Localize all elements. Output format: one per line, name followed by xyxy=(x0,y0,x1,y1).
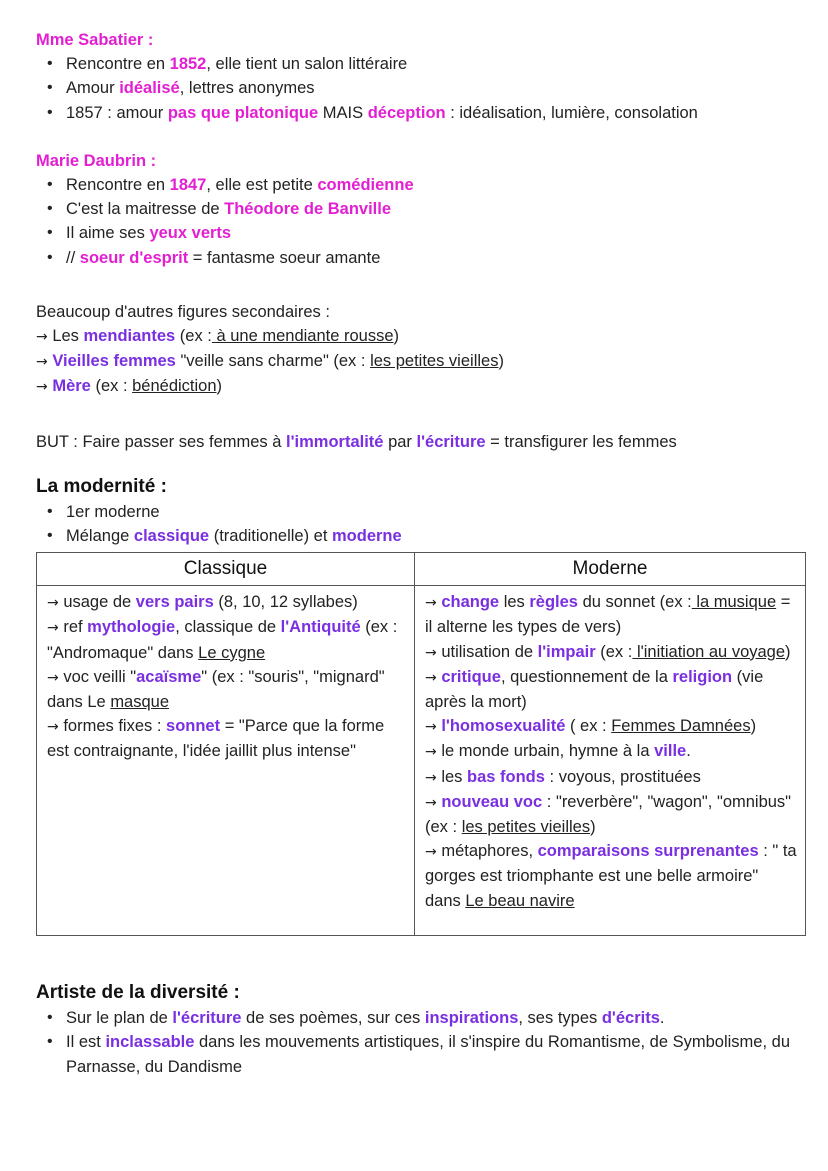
arrow-icon: → xyxy=(47,719,59,736)
list-item: • Sur le plan de l'écriture de ses poèmes, sur ces inspirations, ses types d'écrits. xyxy=(66,1006,806,1030)
table-line: → change les règles du sonnet (ex : la musique = il alterne les types de vers) xyxy=(425,593,791,637)
arrow-icon: → xyxy=(36,329,48,346)
arrow-icon: → xyxy=(425,844,437,861)
arrow-icon: → xyxy=(425,669,437,686)
table-line: → usage de vers pairs (8, 10, 12 syllabes) xyxy=(47,593,358,612)
list-item: • Rencontre en 1852, elle tient un salon littéraire xyxy=(66,52,806,76)
table-line: → le monde urbain, hymne à la ville. xyxy=(425,742,691,761)
arrow-icon: → xyxy=(425,744,437,761)
arrow-icon: → xyxy=(36,354,48,371)
list-item: • 1857 : amour pas que platonique MAIS déception : idéalisation, lumière, consolation xyxy=(66,101,806,125)
daubrin-list xyxy=(36,173,806,270)
sabatier-list xyxy=(36,52,806,125)
arrow-icon: → xyxy=(425,644,437,661)
list-item: • Rencontre en 1847, elle est petite comédienne xyxy=(66,173,806,197)
arrow-icon: → xyxy=(425,595,437,612)
comparison-table xyxy=(36,552,806,936)
list-item: • Il est inclassable dans les mouvements artistiques, il s'inspire du Romantisme, de Symbolisme, du Parnasse, du Dandisme xyxy=(66,1030,806,1078)
arrow-icon: → xyxy=(425,794,437,811)
table-line: → nouveau voc : "reverbère", "wagon", "omnibus" (ex : les petites vieilles) xyxy=(425,792,792,837)
diversite-title: Artiste de la diversité : xyxy=(36,982,240,1004)
arrow-icon: → xyxy=(47,620,59,637)
table-line: → voc veilli "acaïsme" (ex : "souris", "mignard" dans Le masque xyxy=(47,667,385,712)
moderne-cell xyxy=(415,586,806,936)
diversite-list xyxy=(36,1006,806,1079)
secondary-line: → Mère (ex : bénédiction) xyxy=(36,377,223,396)
table-line: → utilisation de l'impair (ex : l'initiation au voyage) xyxy=(425,642,791,661)
arrow-icon: → xyxy=(47,669,59,686)
notes-page xyxy=(36,28,806,1079)
modernite-title: La modernité : xyxy=(36,475,167,497)
list-item: • Mélange classique (traditionelle) et moderne xyxy=(66,524,806,548)
list-item: • Amour idéalisé, lettres anonymes xyxy=(66,76,806,100)
list-item: • Il aime ses yeux verts xyxy=(66,221,806,245)
list-item: • 1er moderne xyxy=(66,500,806,524)
classique-cell xyxy=(37,586,415,936)
table-line: → les bas fonds : voyous, prostituées xyxy=(425,767,701,786)
daubrin-title: Marie Daubrin : xyxy=(36,151,157,170)
table-line: → métaphores, comparaisons surprenantes : " ta gorges est triomphante est une belle armoire" dans Le beau navire xyxy=(425,842,797,910)
secondary-line: → Les mendiantes (ex : à une mendiante rousse) xyxy=(36,327,400,346)
arrow-icon: → xyxy=(425,719,437,736)
secondary-line: → Vieilles femmes "veille sans charme" (ex : les petites vieilles) xyxy=(36,352,504,371)
arrow-icon: → xyxy=(36,379,48,396)
table-line: → critique, questionnement de la religion (vie après la mort) xyxy=(425,667,764,712)
table-line: → formes fixes : sonnet = "Parce que la forme est contraignante, l'idée jaillit plus intense" xyxy=(47,717,385,761)
secondary-intro: Beaucoup d'autres figures secondaires : xyxy=(36,302,330,321)
modernite-list xyxy=(36,500,806,548)
table-line: → l'homosexualité ( ex : Femmes Damnées) xyxy=(425,717,757,736)
table-line: → ref mythologie, classique de l'Antiquité (ex : "Andromaque" dans Le cygne xyxy=(47,618,398,662)
sabatier-title: Mme Sabatier : xyxy=(36,31,154,49)
column-header-classique: Classique xyxy=(37,553,415,586)
list-item: • C'est la maitresse de Théodore de Banville xyxy=(66,197,806,221)
column-header-moderne: Moderne xyxy=(415,553,806,586)
arrow-icon: → xyxy=(47,595,59,612)
arrow-icon: → xyxy=(425,769,437,786)
but-line: BUT : Faire passer ses femmes à l'immortalité par l'écriture = transfigurer les femmes xyxy=(36,432,677,451)
list-item: • // soeur d'esprit = fantasme soeur amante xyxy=(66,246,806,270)
